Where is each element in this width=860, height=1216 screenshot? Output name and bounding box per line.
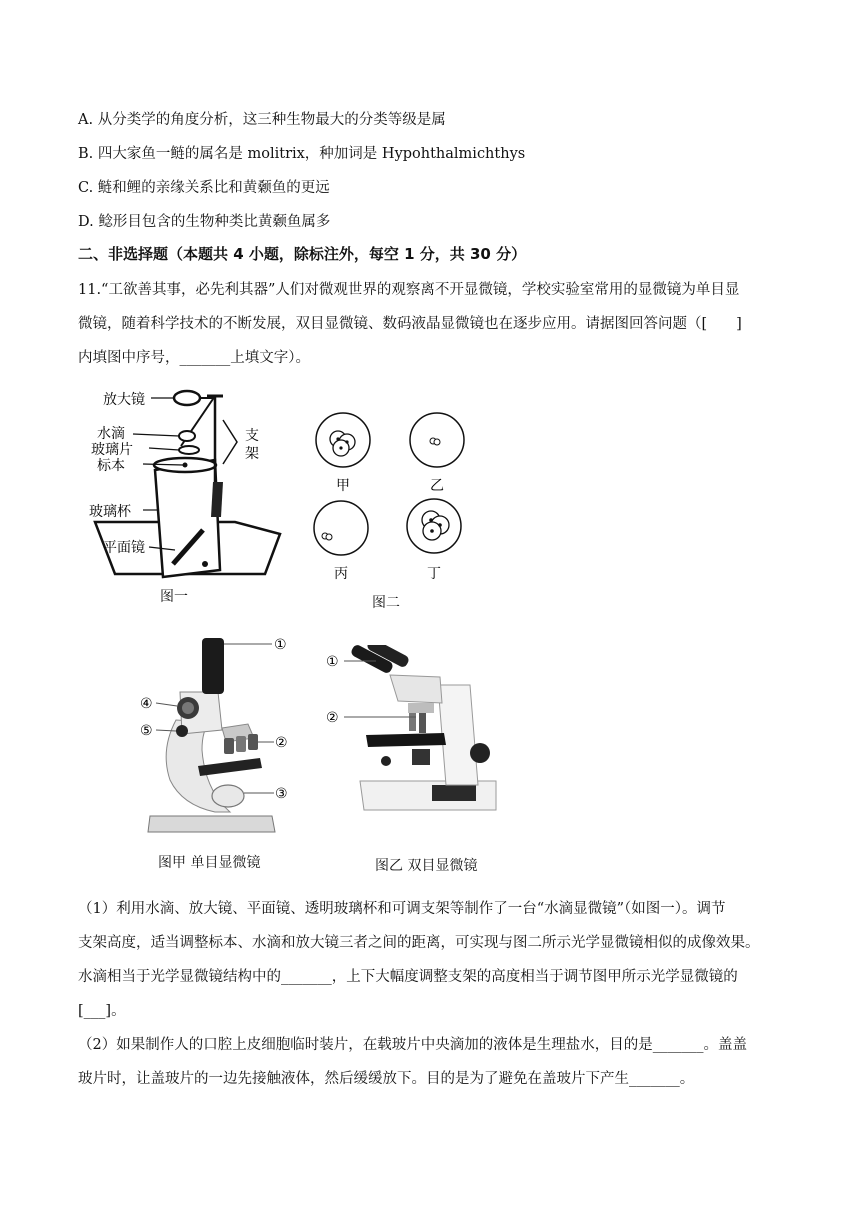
figure-jia-monocular-microscope bbox=[130, 630, 305, 840]
label-mirror: 平面镜 bbox=[103, 540, 145, 556]
figure-2-caption: 图二 bbox=[372, 595, 400, 611]
marker-yi-1: ① bbox=[326, 654, 339, 670]
question-2-line1: （2）如果制作人的口腔上皮细胞临时装片，在载玻片中央滴加的液体是生理盐水，目的是_______。盖盖 bbox=[78, 1037, 747, 1053]
question-11-intro-line3: 内填图中序号，_______上填文字）。 bbox=[78, 350, 310, 366]
option-d: D. 鲶形目包含的生物种类比黄颡鱼属多 bbox=[78, 214, 331, 230]
figure-1-caption: 图一 bbox=[160, 589, 188, 605]
label-glass-cup: 玻璃杯 bbox=[89, 504, 131, 520]
figure-yi-caption: 图乙 双目显微镜 bbox=[375, 858, 478, 874]
marker-3: ③ bbox=[275, 786, 288, 802]
question-11-intro-line2: 微镜，随着科学技术的不断发展，双目显微镜、数码液晶显微镜也在逐步应用。请据图回答问题（[ ] bbox=[78, 316, 742, 332]
marker-yi-2: ② bbox=[326, 710, 339, 726]
question-1-line3: 水滴相当于光学显微镜结构中的_______，上下大幅度调整支架的高度相当于调节图甲所示光学显微镜的 bbox=[78, 969, 738, 985]
figure-1-water-drop-microscope bbox=[85, 382, 285, 612]
question-1-line4: [___]。 bbox=[78, 1003, 126, 1019]
figure-jia-caption: 图甲 单目显微镜 bbox=[158, 855, 261, 871]
label-specimen: 标本 bbox=[97, 458, 125, 474]
view-label-yi: 乙 bbox=[430, 478, 444, 494]
option-c: C. 鲢和鲤的亲缘关系比和黄颡鱼的更远 bbox=[78, 180, 330, 196]
question-11-intro-line1: 11.“工欲善其事，必先利其器”人们对微观世界的观察离不开显微镜，学校实验室常用的显微镜为单目显 bbox=[78, 282, 740, 298]
view-label-bing: 丙 bbox=[334, 566, 348, 582]
marker-1: ① bbox=[274, 637, 287, 653]
marker-5: ⑤ bbox=[140, 723, 153, 739]
label-glass-slide: 玻璃片 bbox=[91, 442, 133, 458]
figure-2-fields-of-view bbox=[305, 410, 480, 585]
label-water-drop: 水滴 bbox=[97, 426, 125, 442]
option-b: B. 四大家鱼一鲢的属名是 molitrix，种加词是 Hypohthalmichthys bbox=[78, 146, 526, 162]
label-stand-1: 支 bbox=[245, 428, 259, 444]
question-1-line1: （1）利用水滴、放大镜、平面镜、透明玻璃杯和可调支架等制作了一台“水滴显微镜”（如图一）。调节 bbox=[78, 901, 726, 917]
label-magnifier: 放大镜 bbox=[103, 392, 145, 408]
marker-4: ④ bbox=[140, 696, 153, 712]
question-2-line2: 玻片时，让盖玻片的一边先接触液体，然后缓缓放下。目的是为了避免在盖玻片下产生_______。 bbox=[78, 1071, 695, 1087]
figure-yi-binocular-microscope bbox=[320, 645, 510, 820]
section-heading: 二、非选择题（本题共 4 小题，除标注外，每空 1 分，共 30 分） bbox=[78, 245, 527, 263]
question-1-line2: 支架高度，适当调整标本、水滴和放大镜三者之间的距离，可实现与图二所示光学显微镜相似的成像效果。 bbox=[78, 935, 760, 951]
marker-2: ② bbox=[275, 735, 288, 751]
view-label-ding: 丁 bbox=[427, 566, 441, 582]
label-stand-2: 架 bbox=[245, 446, 259, 462]
option-a: A. 从分类学的角度分析，这三种生物最大的分类等级是属 bbox=[78, 112, 446, 128]
view-label-jia: 甲 bbox=[336, 478, 350, 494]
